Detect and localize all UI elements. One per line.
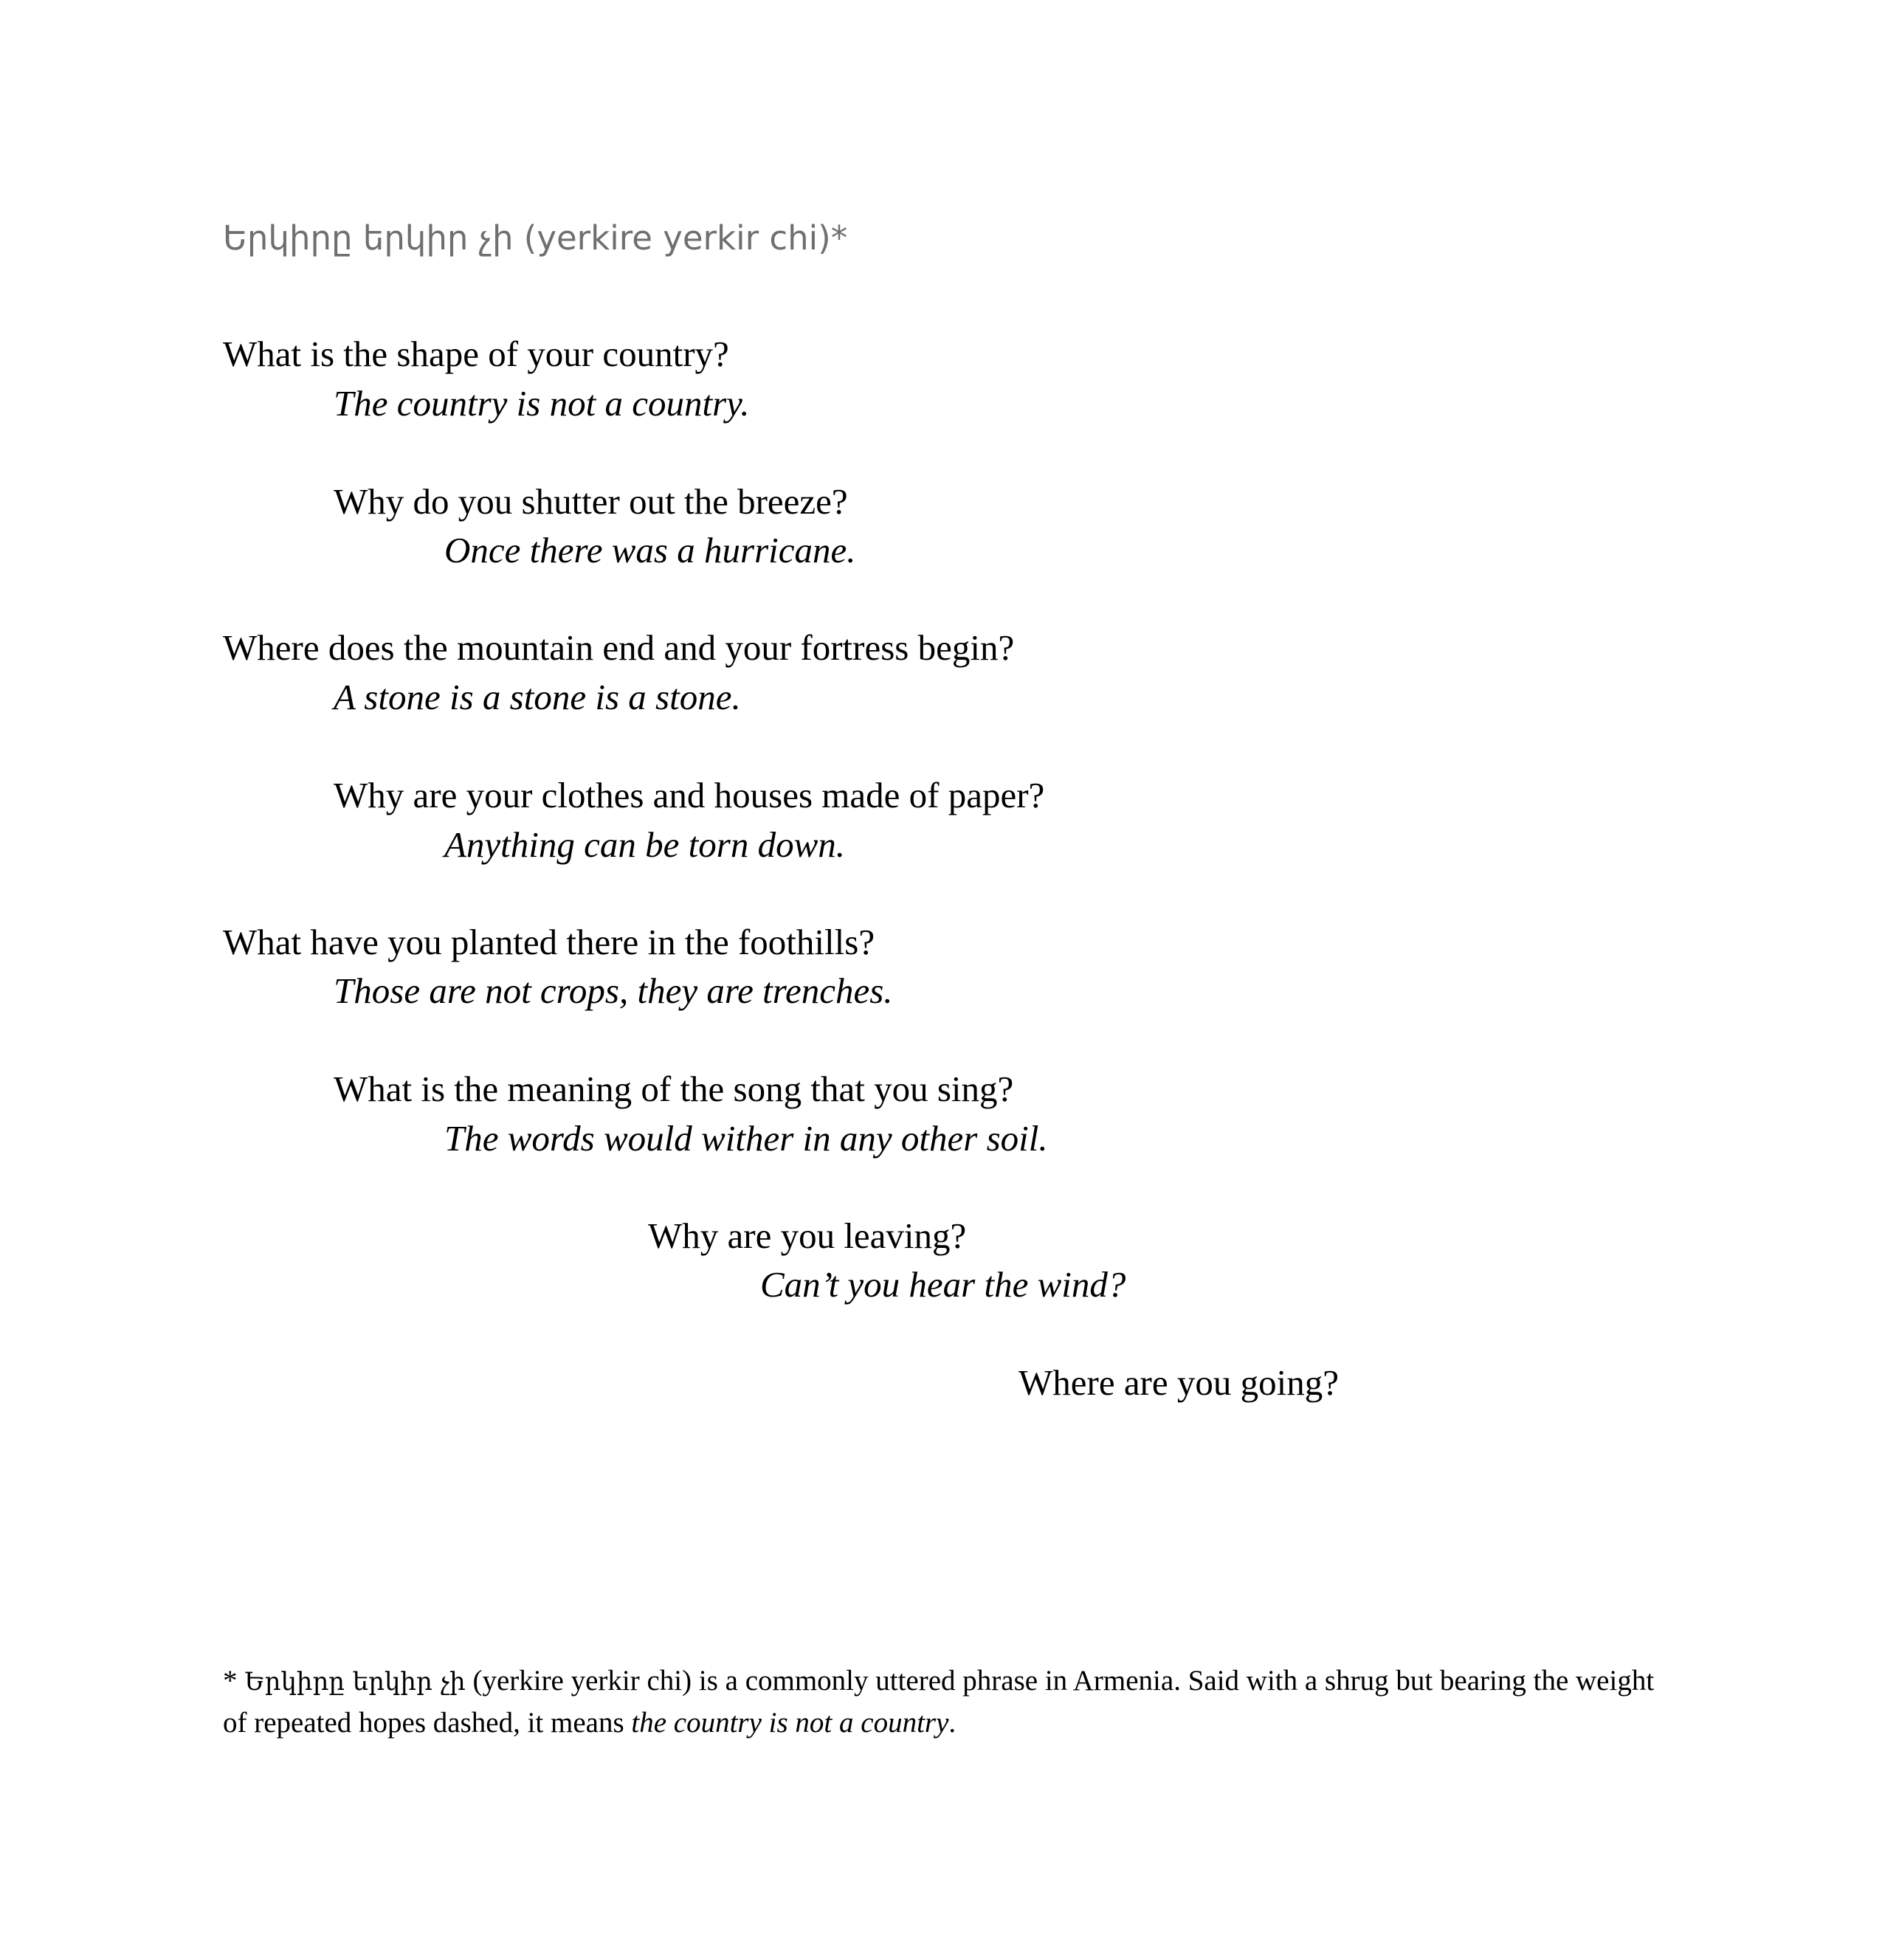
poem-title: Երկիրը երկիր չի (yerkire yerkir chi)* xyxy=(223,218,848,258)
footnote-translation: the country is not a country xyxy=(631,1707,949,1739)
poem-line-question-3: Where does the mountain end and your fortress begin? xyxy=(223,627,1015,668)
poem-line-question-7: Why are you leaving? xyxy=(648,1215,967,1256)
poem-line-answer-2: Once there was a hurricane. xyxy=(444,530,856,570)
poem-line-question-8: Where are you going? xyxy=(1018,1362,1339,1403)
footnote xyxy=(223,1660,1662,1743)
poem-line-answer-7: Can’t you hear the wind? xyxy=(760,1264,1126,1305)
footnote-end: . xyxy=(948,1707,956,1739)
poem-line-answer-3: A stone is a stone is a stone. xyxy=(334,677,741,717)
poem-line-answer-5: Those are not crops, they are trenches. xyxy=(334,970,893,1011)
poem-line-question-5: What have you planted there in the foothills? xyxy=(223,922,875,962)
poem-line-answer-1: The country is not a country. xyxy=(334,383,750,424)
poem-line-question-1: What is the shape of your country? xyxy=(223,334,729,374)
poem-line-question-2: Why do you shutter out the breeze? xyxy=(334,481,848,522)
poem-line-answer-4: Anything can be torn down. xyxy=(444,824,846,865)
poem-line-answer-6: The words would wither in any other soil. xyxy=(444,1118,1048,1159)
poem-line-question-6: What is the meaning of the song that you sing? xyxy=(334,1069,1014,1109)
footnote-asterisk: * xyxy=(223,1665,245,1697)
footnote-text: (yerkire yerkir chi) is a commonly uttered phrase in Armenia. Said with a shrug but bearing the weight of repeated hopes dashed, it means xyxy=(223,1665,1655,1739)
footnote-armenian-phrase: Երկիրը երկիր չի xyxy=(244,1667,466,1697)
poem-line-question-4: Why are your clothes and houses made of paper? xyxy=(334,775,1045,815)
